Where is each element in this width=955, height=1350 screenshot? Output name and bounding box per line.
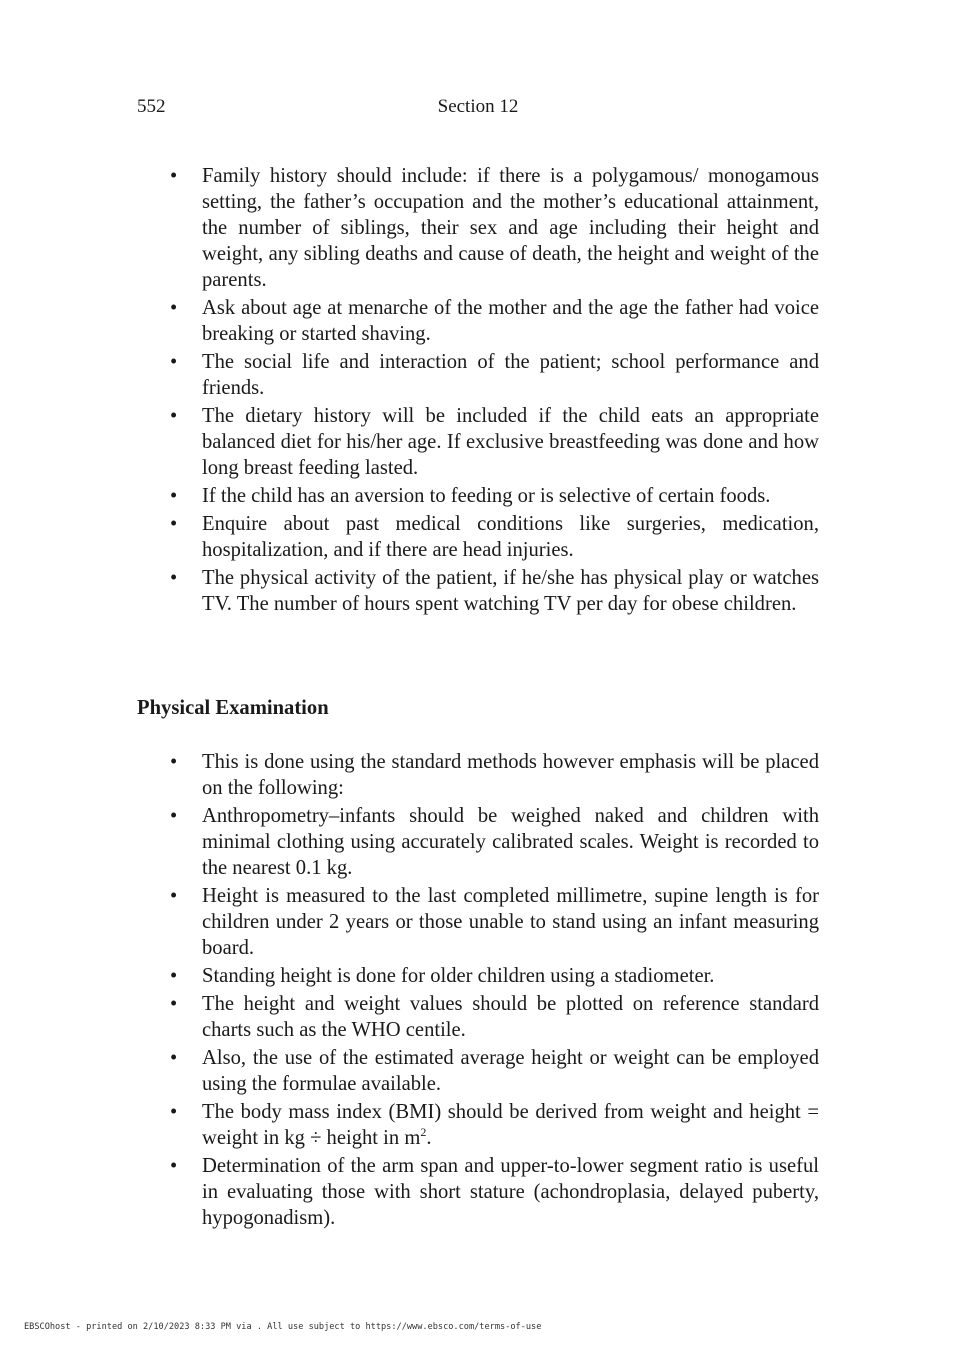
bullet-icon: • <box>170 165 178 187</box>
list-item <box>165 295 819 347</box>
bullet-icon: • <box>170 993 178 1015</box>
bullet-icon: • <box>170 567 178 589</box>
list-item-text: Also, the use of the estimated average height or weight can be employed using the formulae available. <box>202 1047 819 1095</box>
sentence-end: . <box>426 1127 432 1149</box>
bullet-icon: • <box>170 1155 178 1177</box>
bullet-icon: • <box>170 297 178 319</box>
list-item-text: Ask about age at menarche of the mother and the age the father had voice breaking or started shaving. <box>202 297 819 345</box>
bullet-icon: • <box>170 885 178 907</box>
list-item-text: The dietary history will be included if the child eats an appropriate balanced diet for his/her age. If exclusive breastfeeding was done and how long breast feeding lasted. <box>202 405 819 479</box>
superscript-exponent: 2 <box>420 1125 427 1140</box>
bullet-icon: • <box>170 405 178 427</box>
list-item <box>165 883 819 961</box>
list-item-text: Enquire about past medical conditions like surgeries, medication, hospitalization, and if there are head injuries. <box>202 513 819 561</box>
list-item <box>165 803 819 881</box>
list-item-text: This is done using the standard methods however emphasis will be placed on the following: <box>202 751 819 799</box>
bullet-icon: • <box>170 1047 178 1069</box>
page-header <box>137 96 819 122</box>
list-item <box>165 349 819 401</box>
list-item <box>165 483 819 509</box>
list-item-text: If the child has an aversion to feeding or is selective of certain foods. <box>202 485 771 507</box>
list-item-text: The body mass index (BMI) should be derived from weight and height = weight in kg ÷ height in m <box>202 1101 819 1149</box>
list-item <box>165 163 819 293</box>
list-item <box>165 991 819 1043</box>
print-footer: EBSCOhost - printed on 2/10/2023 8:33 PM via . All use subject to https://www.ebsco.com/terms-of-use <box>24 1322 542 1332</box>
list-item-text: Determination of the arm span and upper-to-lower segment ratio is useful in evaluating those with short stature (achondroplasia, delayed puberty, hypogonadism). <box>202 1155 819 1229</box>
list-item-text: The height and weight values should be plotted on reference standard charts such as the WHO centile. <box>202 993 819 1041</box>
list-item <box>165 403 819 481</box>
bullet-icon: • <box>170 805 178 827</box>
bullet-icon: • <box>170 351 178 373</box>
section-heading: Physical Examination <box>137 697 329 719</box>
list-item-text: Standing height is done for older children using a stadiometer. <box>202 965 715 987</box>
list-item-text: Height is measured to the last completed millimetre, supine length is for children under 2 years or those unable to stand using an infant measuring board. <box>202 885 819 959</box>
bullet-icon: • <box>170 513 178 535</box>
bullet-icon: • <box>170 1101 178 1123</box>
list-item <box>165 565 819 617</box>
list-item-text: The social life and interaction of the patient; school performance and friends. <box>202 351 819 399</box>
list-item-text: Anthropometry–infants should be weighed naked and children with minimal clothing using accurately calibrated scales. Weight is recorded to the nearest 0.1 kg. <box>202 805 819 879</box>
list-item <box>165 1153 819 1231</box>
history-list <box>165 163 819 619</box>
section-title: Section 12 <box>437 96 519 117</box>
bullet-icon: • <box>170 485 178 507</box>
bullet-icon: • <box>170 751 178 773</box>
list-item-text: Family history should include: if there is a polygamous/ monogamous setting, the father’s occupation and the mother’s educational attainment, the number of siblings, their sex and age including their height and weight, any sibling deaths and cause of death, the height and weight of the parents. <box>202 165 819 291</box>
list-item <box>165 963 819 989</box>
list-item <box>165 1099 819 1151</box>
exam-list <box>165 749 819 1233</box>
list-item-text: The physical activity of the patient, if he/she has physical play or watches TV. The number of hours spent watching TV per day for obese children. <box>202 567 819 615</box>
list-item <box>165 1045 819 1097</box>
page-number: 552 <box>137 96 166 117</box>
bullet-icon: • <box>170 965 178 987</box>
list-item <box>165 511 819 563</box>
list-item <box>165 749 819 801</box>
